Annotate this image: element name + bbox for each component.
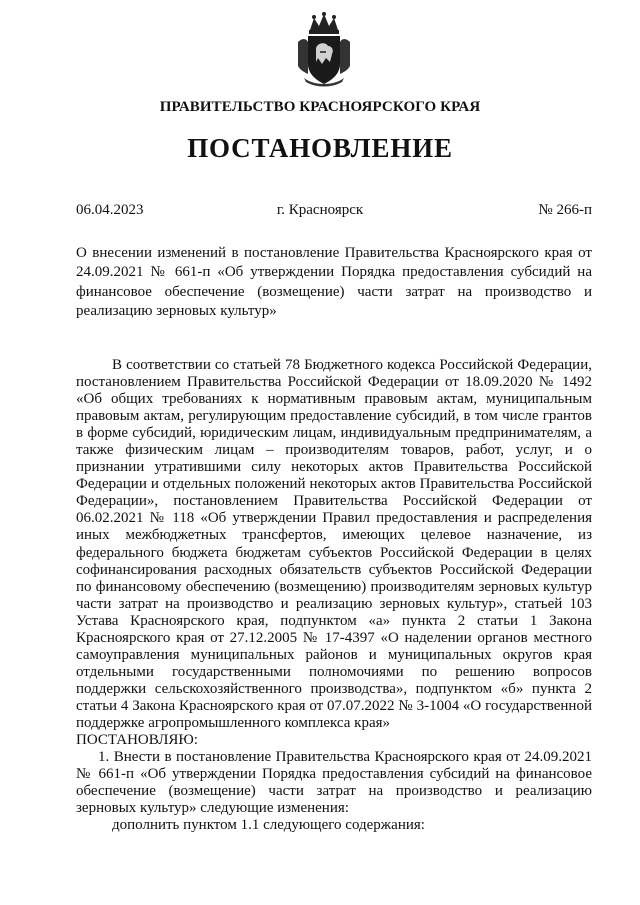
emblem-graphic: [296, 12, 352, 88]
coat-of-arms-icon: [296, 12, 352, 88]
government-title: ПРАВИТЕЛЬСТВО КРАСНОЯРСКОГО КРАЯ: [159, 99, 481, 115]
resolve-heading: ПОСТАНОВЛЯЮ:: [76, 732, 198, 749]
document-body: [76, 357, 592, 834]
document-subject: О внесении изменений в постановление Правительства Красноярского края от 24.09.2021 № 661-п «Об утверждении Порядка предоставления субсидий на финансовое обеспечение (возмещение) части затрат на производство и реализацию зерновых культур»: [76, 245, 592, 320]
document-date: 06.04.2023: [76, 202, 144, 218]
preamble-paragraph: В соответствии со статьей 78 Бюджетного кодекса Российской Федерации, постановлением Правительства Российской Федерации от 18.09.2020 № 1492 «Об общих требованиях к нормативным правовым актам, муниципальным правовым актам, регулирующим предоставление субсидий, в том числе грантов в форме субсидий, юридическим лицам, индивидуальным предпринимателям, а также физическим лицам – производителям товаров, работ, услуг, и о признании утратившими силу некоторых актов Правительства Российской Федерации и отдельных положений некоторых актов Правительства Российской Федерации», постановлением Правительства Российской Федерации от 06.02.2021 № 118 «Об утверждении Правил предоставления и распределения иных межбюджетных трансфертов, имеющих целевое назначение, из федерального бюджета бюджетам субъектов Российской Федерации в целях софинансирования расходных обязательств субъектов Российской Федерации по финансовому обеспечению (возмещению) производителям зерновых культур части затрат на производство и реализацию зерновых культур», статьей 103 Устава Красноярского края, подпунктом «а» пункта 2 статьи 1 Закона Красноярского края от 27.12.2005 № 17-4397 «О наделении органов местного самоуправления муниципальных районов и муниципальных округов края отдельными государственными полномочиями по решению вопросов поддержки сельскохозяйственного производства», подпунктом «б» пункта 2 статьи 4 Закона Красноярского края от 07.07.2022 № 3-1004 «О государственной поддержке агропромышленного комплекса края»: [76, 357, 592, 731]
item-1-subparagraph: дополнить пунктом 1.1 следующего содержания:: [112, 817, 425, 834]
document-type-heading: ПОСТАНОВЛЕНИЕ: [187, 133, 453, 163]
document-number: № 266-п: [538, 202, 592, 218]
document-city: г. Красноярск: [276, 202, 364, 218]
item-1-paragraph: 1. Внести в постановление Правительства Красноярского края от 24.09.2021 № 661-п «Об утверждении Порядка предоставления субсидий на финансовое обеспечение (возмещение) части затрат на производство и реализацию зерновых культур» следующие изменения:: [76, 749, 592, 817]
